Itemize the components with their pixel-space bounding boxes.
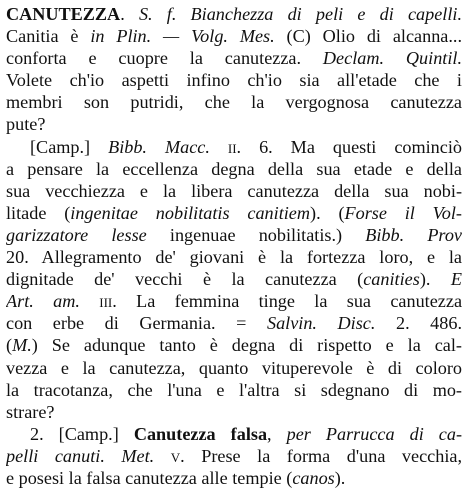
entry-line [6, 25, 462, 47]
italic-text: garizzatore lesse [6, 224, 147, 245]
text-run [210, 137, 228, 157]
italic-text: S. f. Bianchezza di peli e di capelli. [138, 4, 462, 24]
dictionary-entry-canutezza [6, 3, 462, 489]
bold-text: CANUTEZZA [6, 4, 121, 24]
text-run: . Prese la forma d'una vecchia, [180, 445, 462, 466]
italic-text: canities [363, 269, 420, 290]
entry-line [6, 3, 462, 25]
entry-line [6, 423, 462, 445]
text-run: ). ( [310, 202, 345, 223]
entry-line [6, 91, 462, 113]
text-run: dignitade de' vecchi è la canutezza ( [6, 269, 364, 290]
text-run: Volete ch'io aspetti infino ch'io sia all'etade che i [6, 70, 462, 91]
italic-text: Salvin. Disc. [266, 313, 376, 334]
roman-numeral: iii [99, 291, 113, 312]
text-run: , [267, 423, 287, 444]
italic-text: Declam. Quintil. [322, 48, 462, 69]
text-run [154, 446, 171, 466]
entry-line [6, 357, 462, 379]
text-run: ( [6, 335, 13, 356]
text-run: pute? [6, 114, 46, 135]
entry-line [6, 445, 462, 467]
entry-line [6, 467, 462, 489]
entry-line [6, 224, 462, 246]
text-run: membri son putridi, che la vergognosa canutezza [6, 92, 462, 113]
entry-line [6, 47, 462, 69]
text-run: a pensare la eccellenza degna della sua etade e della [6, 158, 462, 179]
text-run: strare? [6, 401, 55, 422]
italic-text: E [450, 269, 462, 290]
entry-line [6, 202, 462, 224]
roman-numeral: ii [227, 136, 237, 157]
text-run: 2. [Camp.] [30, 423, 134, 444]
entry-line [6, 334, 462, 356]
text-run: 2. 486. [375, 313, 462, 334]
text-run: vezza e la canutezza, quanto vituperevole è di coloro [6, 357, 462, 378]
text-run: ) Se adunque tanto è degna di rispetto e la cal- [31, 335, 462, 356]
entry-line [6, 113, 462, 135]
text-run: (C) Olio di alcanna... [274, 26, 462, 47]
text-run: 20. Allegramento de' giovani è la fortezza loro, e la [6, 247, 462, 268]
text-run: con erbe di Germania. = [6, 313, 267, 334]
entry-line [6, 136, 462, 158]
bold-text: Canutezza falsa [133, 423, 268, 444]
text-run: . La femmina tinge la sua canutezza [112, 291, 462, 312]
italic-text: per Parrucca di ca- [286, 423, 462, 444]
italic-text: pelli canuti. Met. [6, 445, 155, 466]
italic-text: Bibb. Prov [365, 224, 462, 245]
italic-text: M. [12, 335, 32, 356]
text-run: ). [334, 467, 346, 488]
text-run: . 6. Ma questi cominciò [236, 136, 462, 157]
entry-line [6, 290, 462, 312]
italic-text: Forse il Vol- [344, 202, 462, 223]
entry-line [6, 401, 462, 423]
text-run: e posesi la falsa canutezza alle tempie ( [6, 467, 293, 488]
italic-text: Art. am. [6, 291, 80, 312]
text-run: ingenuae nobilitatis.) [146, 224, 366, 245]
italic-text: ingenitae nobilitatis canitiem [70, 202, 311, 223]
italic-text: in Plin. — Volg. Mes. [90, 26, 275, 47]
entry-line [6, 268, 462, 290]
italic-text: Bibb. Macc. [108, 136, 210, 157]
text-run: conforta e cuopre la canutezza. [6, 48, 323, 69]
entry-line [6, 69, 462, 91]
text-run: . [120, 4, 139, 24]
entry-line [6, 180, 462, 202]
entry-line [6, 246, 462, 268]
text-run [80, 291, 99, 311]
roman-numeral: v [170, 445, 181, 466]
text-run: ). [419, 269, 451, 290]
entry-line [6, 158, 462, 180]
entry-line [6, 379, 462, 401]
text-run: [Camp.] [30, 136, 109, 157]
entry-line [6, 312, 462, 334]
text-run: Canitia è [6, 26, 91, 47]
text-run: sua vecchiezza e la libera canutezza della sua nobi- [6, 180, 462, 201]
text-run: litade ( [6, 202, 71, 223]
italic-text: canos [292, 467, 335, 488]
text-run: la tracotanza, che l'una e l'altra si sdegnano di mo- [6, 379, 462, 400]
